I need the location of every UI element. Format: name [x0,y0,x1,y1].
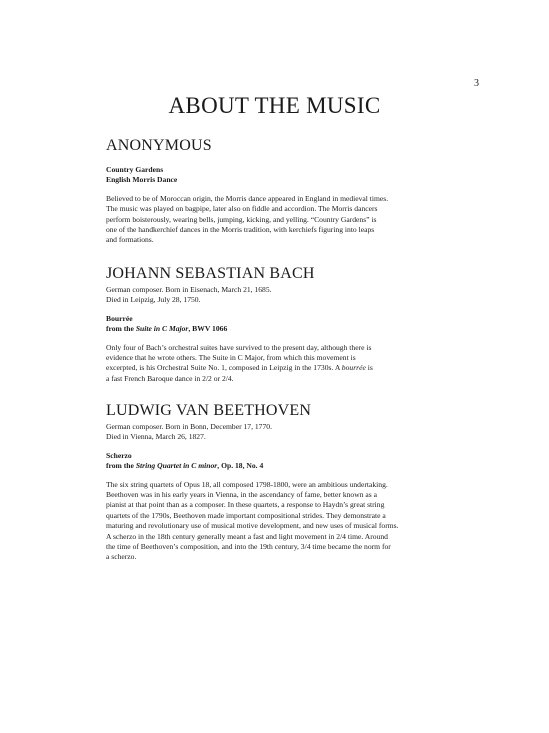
section-anonymous [106,137,446,246]
page-title: ABOUT THE MUSIC [168,93,381,118]
page-number: 3 [474,78,479,89]
composer-bio: German composer. Born in Eisenach, March 21, 1685. Died in Leipzig, July 28, 1750. [106,285,272,305]
piece-description: The six string quartets of Opus 18, all composed 1798-1800, were an ambitious undertaking. Beethoven was in his early years in Vienna, in the ascendancy of fame, better known as a pianist at that point than as a composer. In these quartets, a response to Haydn’s great string quartets of the 1790s, Beethoven made important compositional strides. They demonstrate a maturing and revolutionary use of musical motive development, and new uses of musical forms. A scherzo in the 18th century generally meant a fast and light movement in 2/4 time. Around the time of Beethoven’s composition, and into the 19th century, 3/4 time became the norm for a scherzo. [106,479,399,562]
composer-bio: German composer. Born in Bonn, December 17, 1770. Died in Vienna, March 26, 1827. [106,422,272,442]
composer-name: LUDWIG VAN BEETHOVEN [106,402,312,419]
composer-name: JOHANN SEBASTIAN BACH [106,265,315,282]
piece-description: Only four of Bach’s orchestral suites have survived to the present day, although there is evidence that he wrote others. The Suite in C Major, from which this movement is excerpted, is his Orchestral Suite No. 1, composed in Leipzig in the 1730s. A bourrée is a fast French Baroque dance in 2/2 or 2/4. [106,342,373,383]
piece-title: Country Gardens English Morris Dance [106,165,178,185]
composer-name: ANONYMOUS [106,137,212,154]
piece-title: Bourrée from the Suite in C Major, BWV 1066 [106,313,228,334]
piece-title: Scherzo from the String Quartet in C minor, Op. 18, No. 4 [106,450,264,471]
piece-description: Believed to be of Moroccan origin, the Morris dance appeared in England in medieval times. The music was played on bagpipe, later also on fiddle and accordion. The Morris dancers perform boisterously, wearing bells, jumping, kicking, and yelling. “Country Gardens” is one of the handkerchief dances in the Morris tradition, with kerchiefs figuring into leaps and formations. [106,193,389,245]
section-beethoven [106,402,446,563]
section-bach [106,265,446,384]
